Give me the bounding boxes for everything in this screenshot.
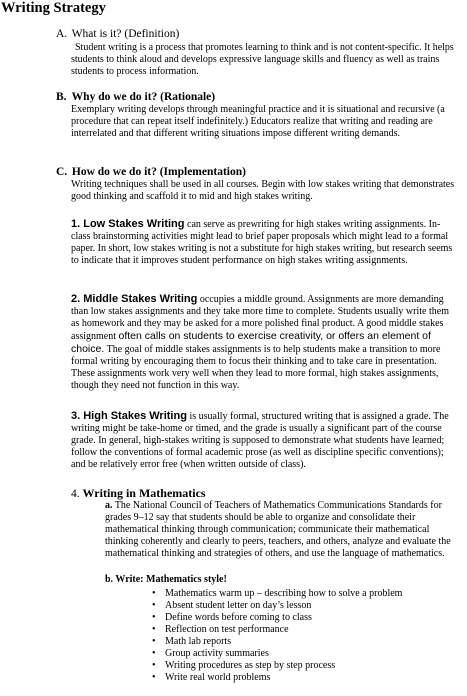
bullet-icon: • — [152, 588, 156, 599]
section-a-body: Student writing is a process that promotes learning to think and is not content-specific. It helps students to think aloud and develops expressive language skills and fluency as well as trains students to process information. — [71, 42, 454, 77]
math-activity-text: Write real world problems — [165, 672, 271, 683]
math-activity-item — [152, 600, 402, 612]
middle-stakes-paragraph — [71, 293, 459, 392]
section-c-title: How do we do it? (Implementation) — [71, 166, 246, 178]
bullet-icon: • — [152, 672, 156, 683]
bullet-icon: • — [152, 600, 156, 611]
math-activity-text: Define words before coming to class — [165, 612, 312, 623]
math-item-b-label: b. Write: Mathematics style! — [105, 574, 227, 585]
math-activity-text: Group activity summaries — [165, 648, 269, 659]
math-activity-item — [152, 612, 402, 624]
math-activity-item — [152, 672, 402, 684]
bullet-icon: • — [152, 648, 156, 659]
middle-stakes-body-2: often calls on students to exercise creativity, or offers an element of choice. — [71, 330, 431, 355]
low-stakes-label: 1. Low Stakes Writing — [71, 218, 185, 230]
math-item-a-body: The National Council of Teachers of Mathematics Communications Standards for grades 9–12 say that students should be able to organize and consolidate their mathematical thinking through communication; communicate their mathematical thinking coherently and clearly to peers, teachers, and others, analyze and evaluate the mathematical thinking and strategies of others, and use the language of mathematics. — [105, 500, 451, 559]
math-activity-text: Writing procedures as step by step process — [165, 660, 336, 671]
math-activity-text: Mathematics warm up – describing how to solve a problem — [165, 588, 403, 599]
section-a-title: What is it? (Definition) — [71, 28, 180, 40]
math-activity-text: Math lab reports — [165, 636, 232, 647]
math-activity-text: Reflection on test performance — [165, 624, 289, 635]
math-heading — [71, 486, 206, 501]
section-c-heading — [56, 166, 246, 178]
section-c-body: Writing techniques shall be used in all courses. Begin with low stakes writing that demonstrates good thinking and scaffold it to mid and high stakes writing. — [71, 179, 455, 202]
bullet-icon: • — [152, 612, 156, 623]
math-activity-text: Absent student letter on day’s lesson — [165, 600, 312, 611]
section-a-heading — [56, 28, 179, 40]
page-title: Writing Strategy — [1, 0, 106, 16]
bullet-icon: • — [152, 636, 156, 647]
math-activity-item — [152, 660, 402, 672]
low-stakes-paragraph — [71, 218, 459, 267]
math-activity-item — [152, 648, 402, 660]
low-stakes-body: can serve as prewriting for high stakes writing assignments. In-class brainstorming activities might lead to brief paper proposals which might lead to a formal paper. In short, low stakes writing is not a substitute for high stakes writing, but research seems to indicate that it improves student performance on high stakes writing assignments. — [71, 219, 453, 266]
math-number: 4. — [71, 488, 80, 500]
middle-stakes-label: 2. Middle Stakes Writing — [71, 293, 198, 305]
section-c-number: C. — [56, 166, 68, 178]
math-activity-list — [152, 588, 403, 684]
math-activity-item — [152, 588, 403, 600]
math-item-a — [105, 500, 461, 560]
middle-stakes-body-3: The goal of middle stakes assignments is to help students make a transition to more formal writing by encouraging them to focus their thinking and to take care in presentation. These assignments work very well when they lead to more formal, high stakes assignments, though they need not function in this way. — [71, 344, 441, 391]
math-title: Writing in Mathematics — [82, 486, 206, 500]
section-b-number: B. — [56, 91, 67, 103]
bullet-icon: • — [152, 660, 156, 671]
section-b-body: Exemplary writing develops through meaningful practice and it is situational and recursive (a procedure that can repeat itself indefinitely.) Educators realize that writing and reading are interrelated and that different writing situations impose different writing demands. — [71, 104, 445, 139]
math-activity-item — [152, 636, 402, 648]
high-stakes-paragraph — [71, 410, 459, 471]
section-a-number: A. — [56, 28, 68, 40]
section-b-heading — [56, 91, 215, 103]
math-activity-item — [152, 624, 402, 636]
bullet-icon: • — [152, 624, 156, 635]
math-item-a-label: a. — [105, 500, 113, 511]
high-stakes-body: is usually formal, structured writing that is assigned a grade. The writing might be take-home or timed, and the grade is usually a significant part of the course grade. In general, high-stakes writing is supposed to demonstrate what students have learned; follow the conventions of formal academic prose (as well as discipline specific conventions); and be relatively error free (when written outside of class). — [71, 411, 449, 470]
section-b-title: Why do we do it? (Rationale) — [71, 91, 216, 103]
high-stakes-label: 3. High Stakes Writing — [71, 410, 187, 422]
middle-stakes-body-1: occupies a middle ground. Assignments are more demanding than low stakes assignments and they take more time to complete. Students usually write them as homework and they may be asked for a more polished final product. A good middle stakes assignment — [71, 294, 449, 342]
